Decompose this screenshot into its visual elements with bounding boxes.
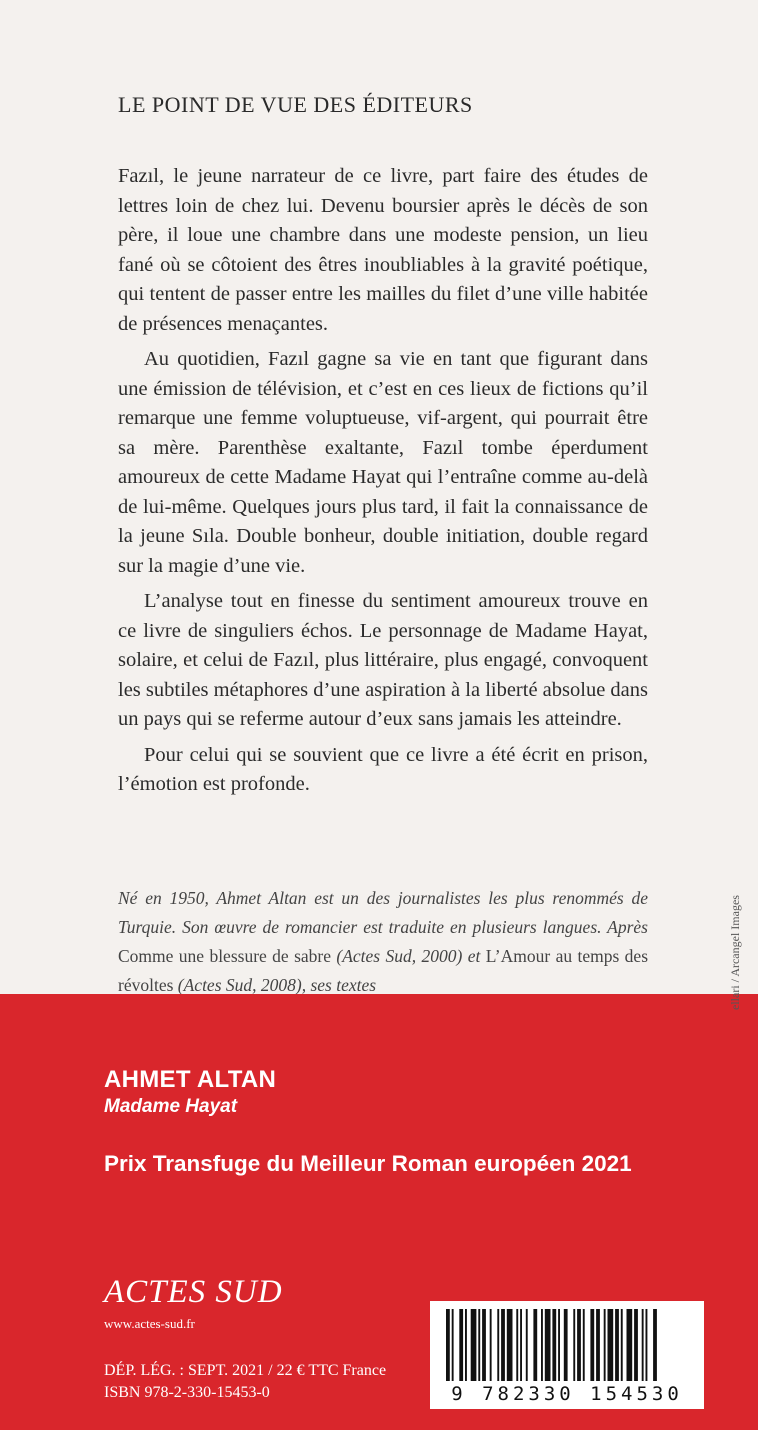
blurb [118,162,648,806]
barcode-bar [596,1309,600,1381]
author-name: AHMET ALTAN [104,1066,277,1093]
barcode-bar [482,1309,486,1381]
author-bio [118,884,648,994]
barcode-bar [552,1309,556,1381]
publisher-url: www.actes-sud.fr [104,1316,195,1331]
barcode-bar [497,1309,499,1381]
barcode-bar [459,1309,463,1381]
blurb-paragraph: Au quotidien, Fazıl gagne sa vie en tant que figurant dans une émission de télévision, et c’est en ces lieux de fictions qu’il remarque une femme voluptueuse, vif-argent, qui pourrait être sa mère. Parenthèse exaltante, Fazıl tombe éperdument amoureux de cette Madame Hayat qui l’entraîne comme au-delà de lui-même. Quelques jours plus tard, il fait la connaissance de la jeune Sıla. Double bonheur, double initiation, double regard sur la magie d’une vie. [118,348,648,577]
barcode-bar [564,1309,568,1381]
barcode-bar [490,1309,492,1381]
barcode-bar [545,1309,551,1381]
barcode-bar [583,1309,585,1381]
blurb-paragraph: Fazıl, le jeune narrateur de ce livre, part faire des études de lettres loin de chez lui. Devenu boursier après le décès de son père, il loue une chambre dans une modeste pension, un lieu fané où se côtoient des êtres inoubliables à la gravité poétique, qui tentent de passer entre les mailles du filet d’une ville habitée de présences menaçantes. [118,165,648,335]
barcode-bar [533,1309,537,1381]
blurb-paragraph: L’analyse tout en finesse du sentiment amoureux trouve en ce livre de singuliers échos. Le personnage de Madame Hayat, solaire, et celui de Fazıl, plus littéraire, plus engagé, convoquent les subtiles métaphores d’une aspiration à la liberté absolue dans un pays qui se referme autour d’eux sans jamais les atteindre. [118,590,648,730]
isbn-line: ISBN 978-2-330-15453-0 [104,1384,270,1401]
barcode-bar [478,1309,480,1381]
prize-text: Prix Transfuge du Meilleur Roman européen 2021 [104,1151,632,1176]
barcode-bar [558,1309,560,1381]
barcode-bar [608,1309,614,1381]
legal-line: DÉP. LÉG. : SEPT. 2021 / 22 € TTC France [104,1362,387,1379]
barcode-bar [621,1309,623,1381]
barcode-bars [430,1301,704,1385]
barcode-bar [627,1309,633,1381]
barcode-bar [446,1309,450,1381]
barcode-bar [604,1309,606,1381]
blurb-paragraph: Pour celui qui se souvient que ce livre a été écrit en prison, l’émotion est profonde. [118,743,648,795]
barcode-bar [465,1309,467,1381]
legal-info [104,1360,386,1404]
bio-book-title: L’Amour au temps des révoltes [118,946,648,994]
barcode-bar [541,1309,543,1381]
barcode-bar [615,1309,619,1381]
barcode-bar [634,1309,638,1381]
barcode-bar [471,1309,477,1381]
bio-text: (Actes Sud, 2000) et [331,946,486,966]
barcode-bar [646,1309,648,1381]
publisher-logo: ACTES SUD [104,1274,283,1310]
barcode-bar [642,1309,644,1381]
barcode-bar [507,1309,513,1381]
barcode-bar [452,1309,454,1381]
barcode-bar [526,1309,528,1381]
bio-text: (Actes Sud, 2008), ses textes [173,975,377,994]
barcode-bar [573,1309,575,1381]
barcode-bar [653,1309,657,1381]
bio-book-title: Comme une blessure de sabre [118,946,331,966]
barcode-bar [520,1309,522,1381]
barcode-bar [577,1309,581,1381]
section-heading: LE POINT DE VUE DES ÉDITEURS [118,92,473,117]
barcode-bar [516,1309,518,1381]
photo-credit: ellari / Arcangel Images [728,895,742,1010]
barcode [430,1301,704,1409]
barcode-bar [590,1309,594,1381]
book-title: Madame Hayat [104,1096,238,1117]
barcode-bar [501,1309,505,1381]
barcode-number: 9 782330 154530 [451,1383,683,1405]
bio-text: Né en 1950, Ahmet Altan est un des journalistes les plus renommés de Turquie. Son œuvre de romancier est traduite en plusieurs langues. Après [118,888,648,937]
